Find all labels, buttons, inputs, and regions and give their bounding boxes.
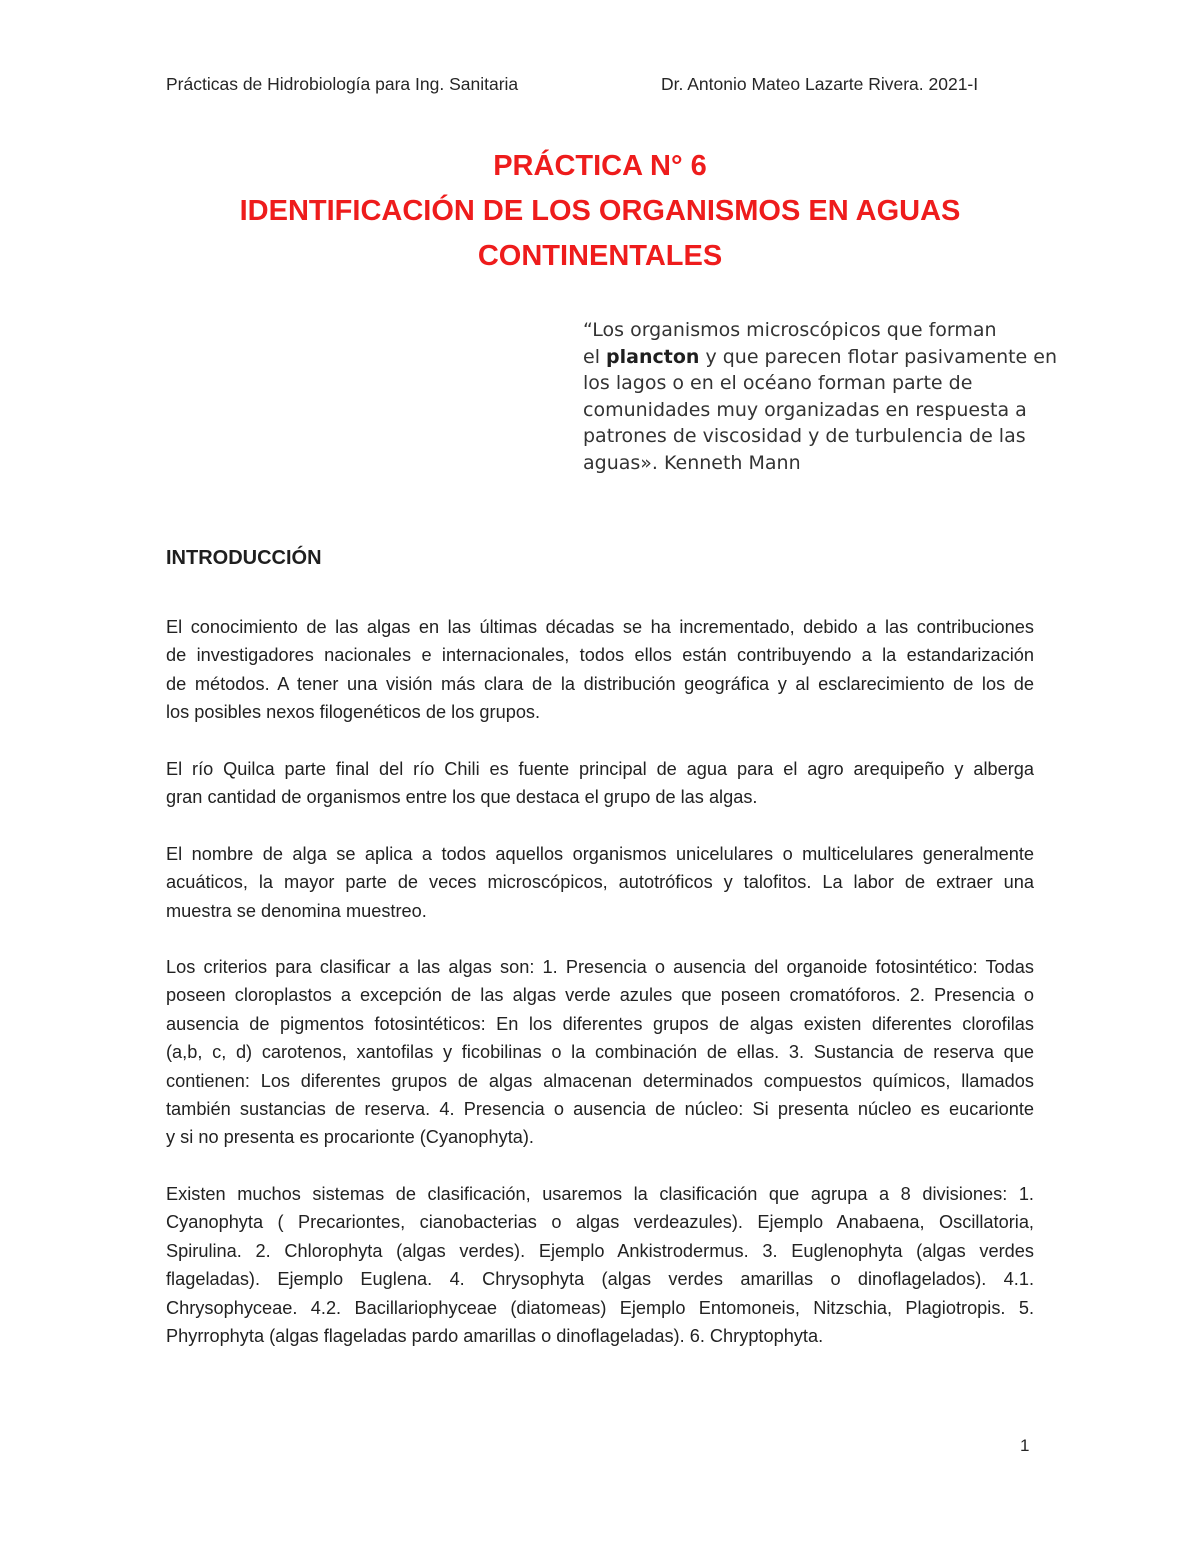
paragraph-4 — [166, 953, 1034, 1152]
paragraph-line: gran cantidad de organismos entre los que destaca el grupo de las algas. — [166, 787, 758, 808]
section-heading-introduccion: INTRODUCCIÓN — [166, 547, 322, 569]
quote-line: “Los organismos microscópicos que forman — [583, 319, 997, 341]
quote-emphasis-plancton: plancton — [606, 345, 700, 368]
quote-line: los lagos o en el océano forman parte de — [583, 372, 973, 395]
quote-line: comunidades muy organizadas en respuesta a — [583, 398, 1027, 421]
quote-line — [583, 344, 1058, 371]
paragraph-2 — [166, 755, 1034, 812]
paragraph-line: El río Quilca parte final del río Chili es fuente principal de agua para el agro arequipeño y alberga — [166, 759, 1034, 779]
paragraph-3 — [166, 840, 1034, 925]
paragraph-line: contienen: Los diferentes grupos de algas almacenan determinados compuestos químicos, llamados — [166, 1070, 1034, 1091]
paragraph-line: acuáticos, la mayor parte de veces microscópicos, autotróficos y talofitos. La labor de extraer una — [166, 872, 1034, 893]
paragraph-line: de investigadores nacionales e internacionales, todos ellos están contribuyendo a la estandarización — [166, 645, 1034, 666]
quote-text: el — [583, 345, 607, 368]
paragraph-line: El conocimiento de las algas en las últimas décadas se ha incrementado, debido a las contribuciones — [166, 617, 1034, 637]
epigraph-quote — [583, 317, 1058, 477]
paragraph-line: ausencia de pigmentos fotosintéticos: En los diferentes grupos de algas existen diferentes clorofilas — [166, 1013, 1034, 1034]
paragraph-line: de métodos. A tener una visión más clara de la distribución geográfica y al esclarecimiento de los de — [166, 673, 1034, 694]
page-number: 1 — [1020, 1436, 1030, 1455]
paragraph-line: los posibles nexos filogenéticos de los grupos. — [166, 702, 541, 723]
title-line-2: IDENTIFICACIÓN DE LOS ORGANISMOS EN AGUAS — [239, 195, 961, 227]
quote-line: aguas». Kenneth Mann — [583, 451, 801, 474]
title-line-1: PRÁCTICA N° 6 — [493, 150, 707, 182]
paragraph-line: Chrysophyceae. 4.2. Bacillariophyceae (diatomeas) Ejemplo Entomoneis, Nitzschia, Plagiotropis. 5. — [166, 1297, 1034, 1318]
paragraph-line: Spirulina. 2. Chlorophyta (algas verdes). Ejemplo Ankistrodermus. 3. Euglenophyta (algas verdes — [166, 1240, 1034, 1261]
paragraph-line: Existen muchos sistemas de clasificación, usaremos la clasificación que agrupa a 8 divisiones: 1. — [166, 1184, 1034, 1204]
paragraph-line: Phyrrophyta (algas flageladas pardo amarillas o dinoflageladas). 6. Chryptophyta. — [166, 1326, 824, 1347]
paragraph-line: flageladas). Ejemplo Euglena. 4. Chrysophyta (algas verdes amarillas o dinoflagelados). 4.1. — [166, 1269, 1034, 1290]
quote-line: patrones de viscosidad y de turbulencia de las — [583, 425, 1026, 448]
running-header-course: Prácticas de Hidrobiología para Ing. Sanitaria — [166, 74, 519, 94]
paragraph-line: también sustancias de reserva. 4. Presencia o ausencia de núcleo: Si presenta núcleo es eucarionte — [166, 1099, 1034, 1120]
paragraph-line: muestra se denomina muestreo. — [166, 900, 427, 921]
running-header-author: Dr. Antonio Mateo Lazarte Rivera. 2021-I — [661, 74, 979, 94]
paragraph-line: Cyanophyta ( Precariontes, cianobacterias o algas verdeazules). Ejemplo Anabaena, Oscillatoria, — [166, 1212, 1034, 1233]
title-line-3: CONTINENTALES — [477, 240, 723, 272]
paragraph-1 — [166, 613, 1034, 727]
paragraph-line: (a,b, c, d) carotenos, xantofilas y ficobilinas o la combinación de ellas. 3. Sustancia de reserva que — [166, 1042, 1034, 1063]
paragraph-line: poseen cloroplastos a excepción de las algas verde azules que poseen cromatóforos. 2. Presencia o — [166, 985, 1034, 1006]
paragraph-line: Los criterios para clasificar a las algas son: 1. Presencia o ausencia del organoide fotosintético: Todas — [166, 957, 1034, 977]
quote-text: y que parecen flotar pasivamente en — [699, 345, 1058, 368]
paragraph-line: y si no presenta es procarionte (Cyanophyta). — [166, 1127, 534, 1148]
paragraph-line: El nombre de alga se aplica a todos aquellos organismos unicelulares o multicelulares generalmente — [166, 844, 1034, 864]
paragraph-5 — [166, 1180, 1034, 1350]
practice-title — [100, 144, 1100, 279]
